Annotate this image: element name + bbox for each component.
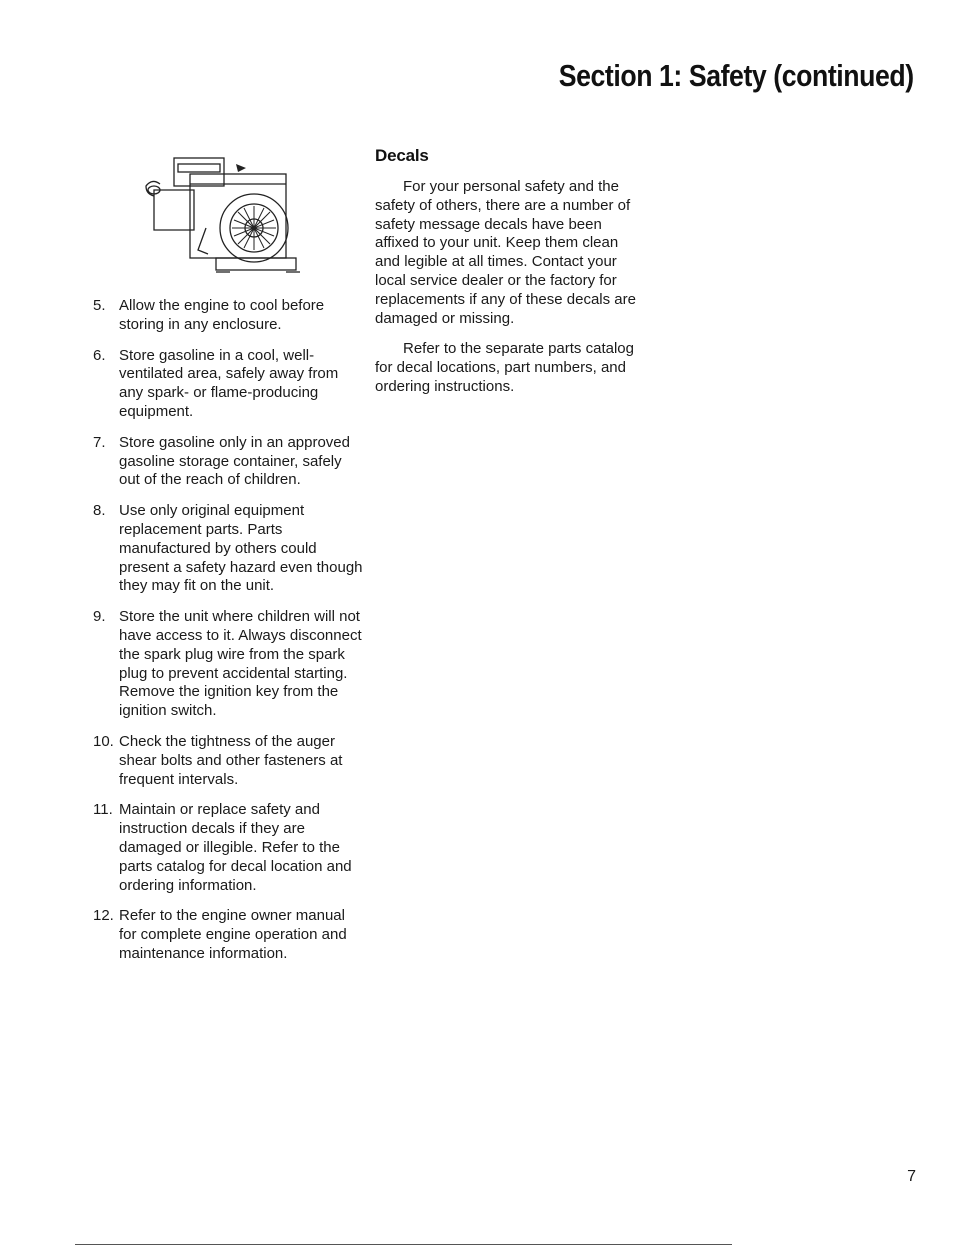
item-number: 5. [93,297,106,314]
engine-icon [140,150,310,280]
decals-section [375,146,639,409]
list-item [93,434,365,490]
page-number: 7 [907,1168,916,1185]
item-number: 9. [93,608,106,626]
item-text: Store the unit where children will not have access to it. Always disconnect the spark plug wire from the spark plug to prevent accidental starting. Remove the ignition key from the ignition switch. [119,608,362,720]
list-item [93,733,365,789]
item-text: Allow the engine to cool before storing in any enclosure. [119,297,325,333]
list-item [93,347,365,422]
list-item [93,502,365,596]
item-text: Use only original equipment replacement parts. Parts manufactured by others could present a safety hazard even though they may fit on the unit. [119,502,363,595]
list-item [93,608,365,721]
page-title: Section 1: Safety (continued) [559,58,914,93]
item-text: Store gasoline in a cool, well-ventilated area, safely away from any spark- or flame-producing equipment. [119,346,339,420]
item-number: 6. [93,346,106,364]
item-text: Store gasoline only in an approved gasoline storage container, safely out of the reach of children. [119,433,350,489]
safety-list [93,297,365,964]
decals-paragraph: Refer to the separate parts catalog for decal locations, part numbers, and ordering instructions. [375,340,634,395]
item-text: Check the tightness of the auger shear bolts and other fasteners at frequent intervals. [119,732,343,788]
item-number: 7. [93,433,106,451]
list-item [93,907,365,963]
footer-divider [75,1244,732,1245]
item-text: Maintain or replace safety and instruction decals if they are damaged or illegible. Refer to the parts catalog for decal location and ordering information. [119,801,352,894]
list-item [93,297,365,335]
decals-heading: Decals [375,146,429,165]
item-number: 10. [93,732,114,750]
item-number: 8. [93,502,106,520]
item-number: 11. [93,801,113,819]
item-text: Refer to the engine owner manual for complete engine operation and maintenance information. [119,907,347,962]
decals-paragraph: For your personal safety and the safety of others, there are a number of safety message decals have been affixed to your unit. Keep them clean and legible at all times. Contact your local service dealer or the factory for replacements if any of these decals are damaged or missing. [375,178,636,327]
item-number: 12. [93,907,114,925]
safety-instructions [93,297,365,976]
list-item [93,801,365,895]
